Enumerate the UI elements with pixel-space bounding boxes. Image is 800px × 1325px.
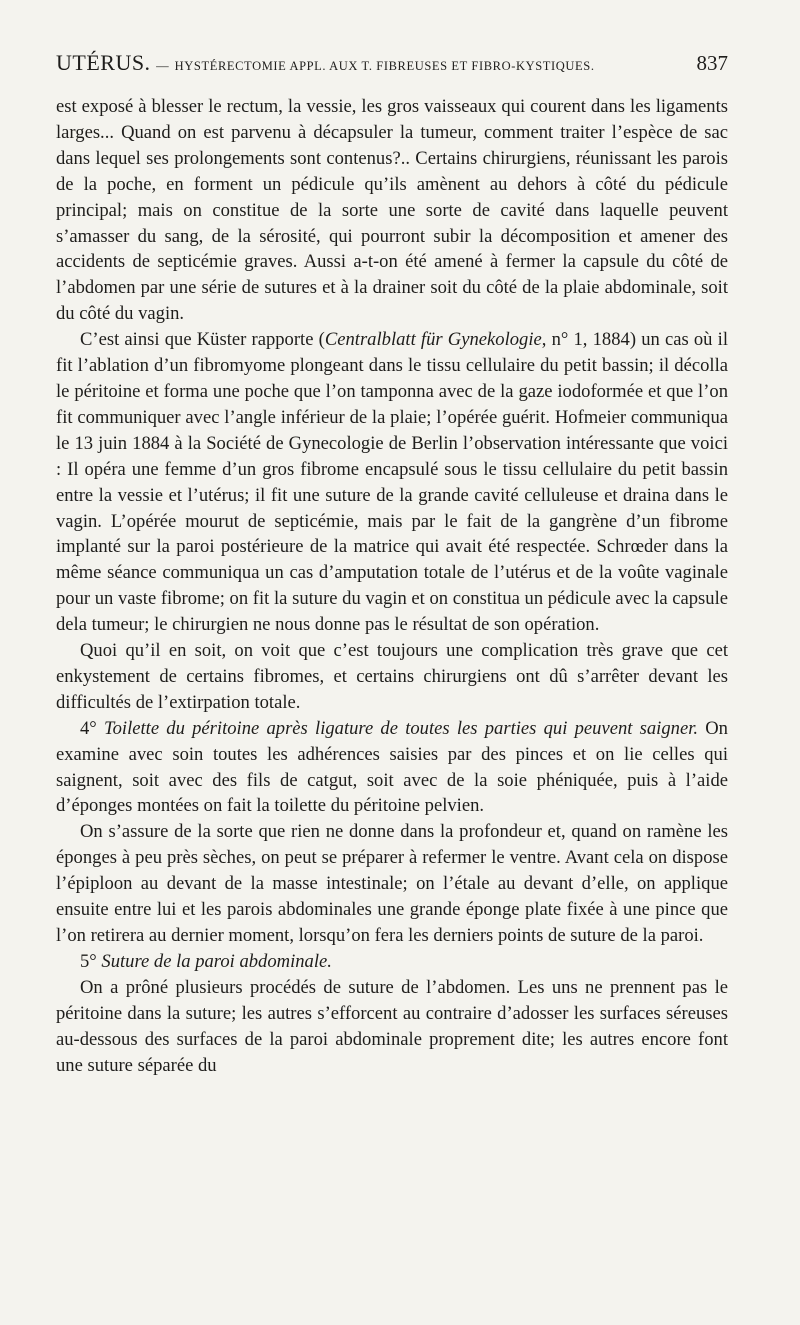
running-header-title [56,50,595,76]
header-section: UTÉRUS. [56,50,151,75]
step-4-text: On examine avec soin toutes les adhérences saisies par des pinces et on lie celles qui saignent, soit avec des fils de catgut, soit avec de la soie phéniquée, puis à l’aide d’éponges montées on fait la toilette du péritoine pelvien. [56,717,728,817]
paragraph-4 [56,716,728,820]
header-dash: — [156,59,170,73]
body-text [56,94,728,1078]
paragraph-2-lead: C’est ainsi que Küster rapporte ( [80,329,325,351]
paragraph-3: Quoi qu’il en soit, on voit que c’est toujours une complication très grave que cet enkystement de certains fibromes, et certains chirurgiens ont dû s’arrêter devant les difficultés de l’extirpation totale. [56,640,728,713]
paragraph-7: On a prôné plusieurs procédés de suture de l’abdomen. Les uns ne prennent pas le péritoine dans la suture; les autres s’efforcent au contraire d’adosser les surfaces séreuses au-dessous des surfaces de la paroi abdominale proprement dite; les autres encore font une suture séparée du [56,976,728,1076]
step-5-number: 5° [80,950,97,972]
step-4-heading: Toilette du péritoine après ligature de toutes les parties qui peuvent saigner. [103,717,699,739]
step-5-heading: Suture de la paroi abdominale. [101,950,332,972]
paragraph-2 [56,327,728,638]
citation-journal: Centralblatt für Gynekologie [324,329,542,351]
header-subtitle: HYSTÉRECTOMIE APPL. AUX T. FIBREUSES ET FIBRO-KYSTIQUES. [174,59,595,73]
paragraph-5: On s’assure de la sorte que rien ne donne dans la profondeur et, quand on ramène les éponges à peu près sèches, on peut se préparer à refermer le ventre. Avant cela on dispose l’épiploon au devant de la masse intestinale; on l’étale au devant d’elle, on applique ensuite entre lui et les parois abdominales une grande éponge plate fixée à une pince que l’on retirera au dernier moment, lorsqu’on fera les derniers points de suture de la paroi. [56,821,728,946]
page-number: 837 [696,51,728,75]
step-4-number: 4° [80,717,97,739]
paragraph-1: est exposé à blesser le rectum, la vessie, les gros vaisseaux qui courent dans les ligaments larges... Quand on est parvenu à décapsuler la tumeur, comment traiter l’espèce de sac dans lequel ses prolongements sont contenus?.. Certains chirurgiens, réunissant les parois de la poche, en forment un pédicule qu’ils amènent au dehors à côté du pédicule principal; mais on constitue de la sorte une sorte de cavité dans laquelle peuvent s’amasser du sang, de la sérosité, qui pourront subir la décomposition et amener des accidents de septicémie graves. Aussi a-t-on été amené à fermer la capsule du côté de l’abdomen par une série de sutures et à la drainer soit du côté de la plaie abdominale, soit du côté du vagin. [56,96,728,325]
running-header [56,50,728,82]
paragraph-6 [56,949,728,975]
paragraph-2-rest: , n° 1, 1884) un cas où il fit l’ablation d’un fibromyome plongeant dans le tissu cellulaire du petit bassin; il décolla le péritoine et forma une poche que l’on tamponna avec de la gaze iodoformée et que l’on fit communiquer avec l’angle inférieur de la plaie; l’opérée guérit. Hofmeier communiqua le 13 juin 1884 à la Société de Gynecologie de Berlin l’observation intéressante que voici : Il opéra une femme d’un gros fibrome encapsulé sous le tissu cellulaire du petit bassin entre la vessie et l’utérus; il fit une suture de la grande cavité celluleuse et draina dans le vagin. L’opérée mourut de septicémie, mais par le fait de la gangrène d’un fibrome implanté sur la paroi postérieure de la matrice qui avait été respectée. Schrœder dans la même séance communiqua un cas d’amputation totale de l’utérus et de la voûte vaginale pour un vaste fibrome; on fit la suture du vagin et on constitua un pédicule avec la capsule dela tumeur; le chirurgien ne nous donne pas le résultat de son opération. [56,329,728,636]
